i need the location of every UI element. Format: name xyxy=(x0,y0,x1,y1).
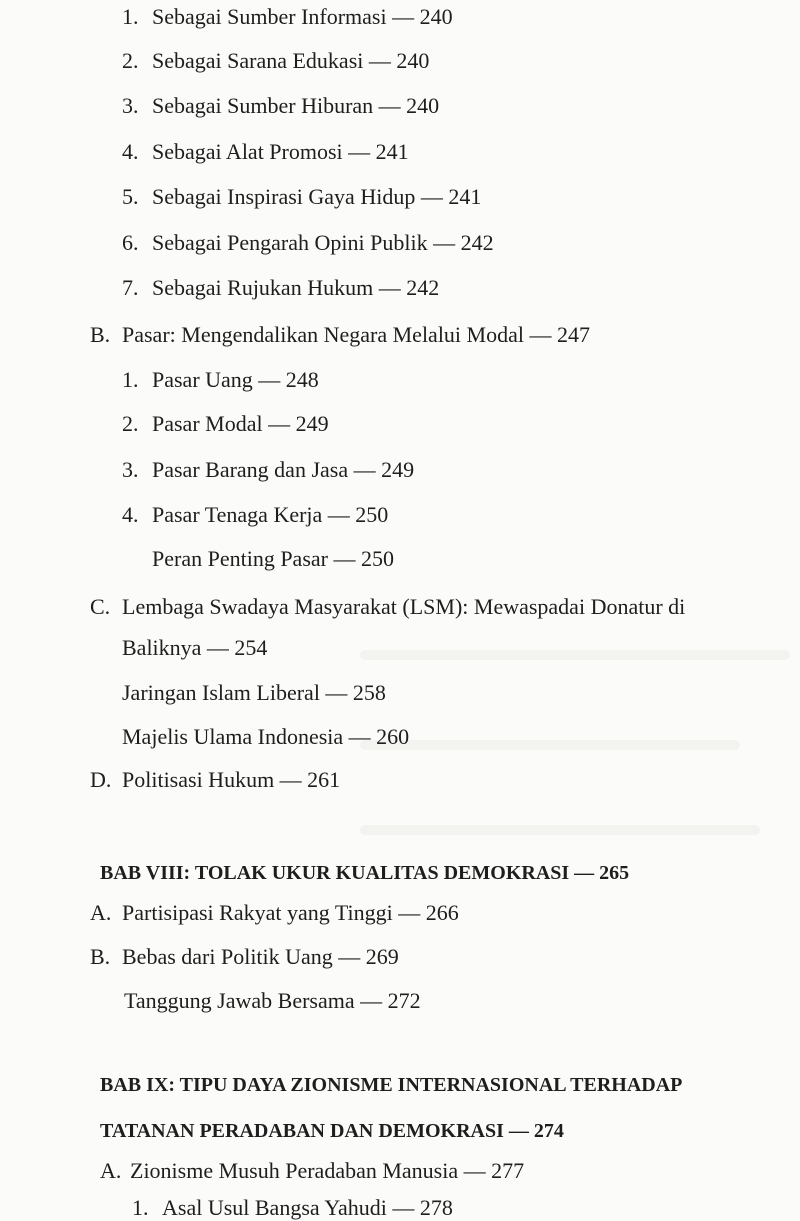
toc-subentry: Peran Penting Pasar — 250 xyxy=(152,546,394,571)
toc-subentry: Tanggung Jawab Bersama — 272 xyxy=(124,988,421,1013)
section-text: Bebas dari Politik Uang — 269 xyxy=(122,944,399,969)
entry-text: Pasar Tenaga Kerja — 250 xyxy=(152,502,389,527)
section-text: Politisasi Hukum — 261 xyxy=(122,767,341,792)
toc-section xyxy=(90,900,459,926)
entry-text: Sebagai Sumber Hiburan — 240 xyxy=(152,93,440,118)
entry-number: 1. xyxy=(122,4,139,29)
section-text: Partisipasi Rakyat yang Tinggi — 266 xyxy=(122,900,459,925)
entry-number: 2. xyxy=(122,411,139,436)
show-through-mark xyxy=(360,740,740,750)
entry-number: 7. xyxy=(122,275,139,300)
toc-entry xyxy=(122,367,319,393)
toc-entry xyxy=(132,1195,453,1221)
toc-entry xyxy=(122,457,414,483)
entry-number: 5. xyxy=(122,184,139,209)
entry-number: 3. xyxy=(122,93,139,118)
toc-entry xyxy=(122,230,494,256)
show-through-mark xyxy=(360,650,790,660)
entry-number: 3. xyxy=(122,457,139,482)
entry-text: Sebagai Sumber Informasi — 240 xyxy=(152,4,453,29)
toc-section xyxy=(100,1158,524,1184)
section-letter: B. xyxy=(90,944,111,969)
entry-text: Pasar Modal — 249 xyxy=(152,411,329,436)
entry-number: 4. xyxy=(122,139,139,164)
section-text-continued: Baliknya — 254 xyxy=(122,635,268,660)
section-text: Zionisme Musuh Peradaban Manusia — 277 xyxy=(130,1158,525,1183)
toc-section xyxy=(90,767,340,793)
chapter-heading-continued: TATANAN PERADABAN DAN DEMOKRASI — 274 xyxy=(100,1120,564,1142)
entry-number: 6. xyxy=(122,230,139,255)
toc-entry xyxy=(122,139,409,165)
entry-text: Sebagai Inspirasi Gaya Hidup — 241 xyxy=(152,184,482,209)
toc-entry xyxy=(122,93,439,119)
entry-text: Pasar Barang dan Jasa — 249 xyxy=(152,457,415,482)
toc-subentry: Majelis Ulama Indonesia — 260 xyxy=(122,724,410,749)
entry-text: Pasar Uang — 248 xyxy=(152,367,319,392)
toc-section xyxy=(90,944,399,970)
toc-subentry: Jaringan Islam Liberal — 258 xyxy=(122,680,386,705)
toc-section xyxy=(90,322,590,348)
show-through-mark xyxy=(360,825,760,835)
entry-text: Sebagai Pengarah Opini Publik — 242 xyxy=(152,230,494,255)
chapter-heading: BAB VIII: TOLAK UKUR KUALITAS DEMOKRASI — 265 xyxy=(100,862,630,884)
toc-entry xyxy=(122,502,388,528)
entry-text: Sebagai Sarana Edukasi — 240 xyxy=(152,48,430,73)
toc-entry xyxy=(122,184,481,210)
section-letter: A. xyxy=(100,1158,122,1183)
entry-number: 2. xyxy=(122,48,139,73)
entry-number: 1. xyxy=(122,367,139,392)
toc-section xyxy=(90,594,685,620)
entry-text: Asal Usul Bangsa Yahudi — 278 xyxy=(162,1195,453,1220)
entry-text: Sebagai Rujukan Hukum — 242 xyxy=(152,275,440,300)
section-letter: C. xyxy=(90,594,111,619)
entry-number: 1. xyxy=(132,1195,149,1220)
section-text: Lembaga Swadaya Masyarakat (LSM): Mewaspadai Donatur di xyxy=(122,594,686,619)
section-letter: A. xyxy=(90,900,112,925)
toc-entry xyxy=(122,4,453,30)
entry-number: 4. xyxy=(122,502,139,527)
toc-entry xyxy=(122,411,329,437)
section-text: Pasar: Mengendalikan Negara Melalui Modal — 247 xyxy=(122,322,590,347)
entry-text: Sebagai Alat Promosi — 241 xyxy=(152,139,409,164)
section-letter: B. xyxy=(90,322,111,347)
toc-entry xyxy=(122,275,439,301)
chapter-heading: BAB IX: TIPU DAYA ZIONISME INTERNASIONAL TERHADAP xyxy=(100,1074,683,1096)
section-letter: D. xyxy=(90,767,112,792)
toc-entry xyxy=(122,48,429,74)
